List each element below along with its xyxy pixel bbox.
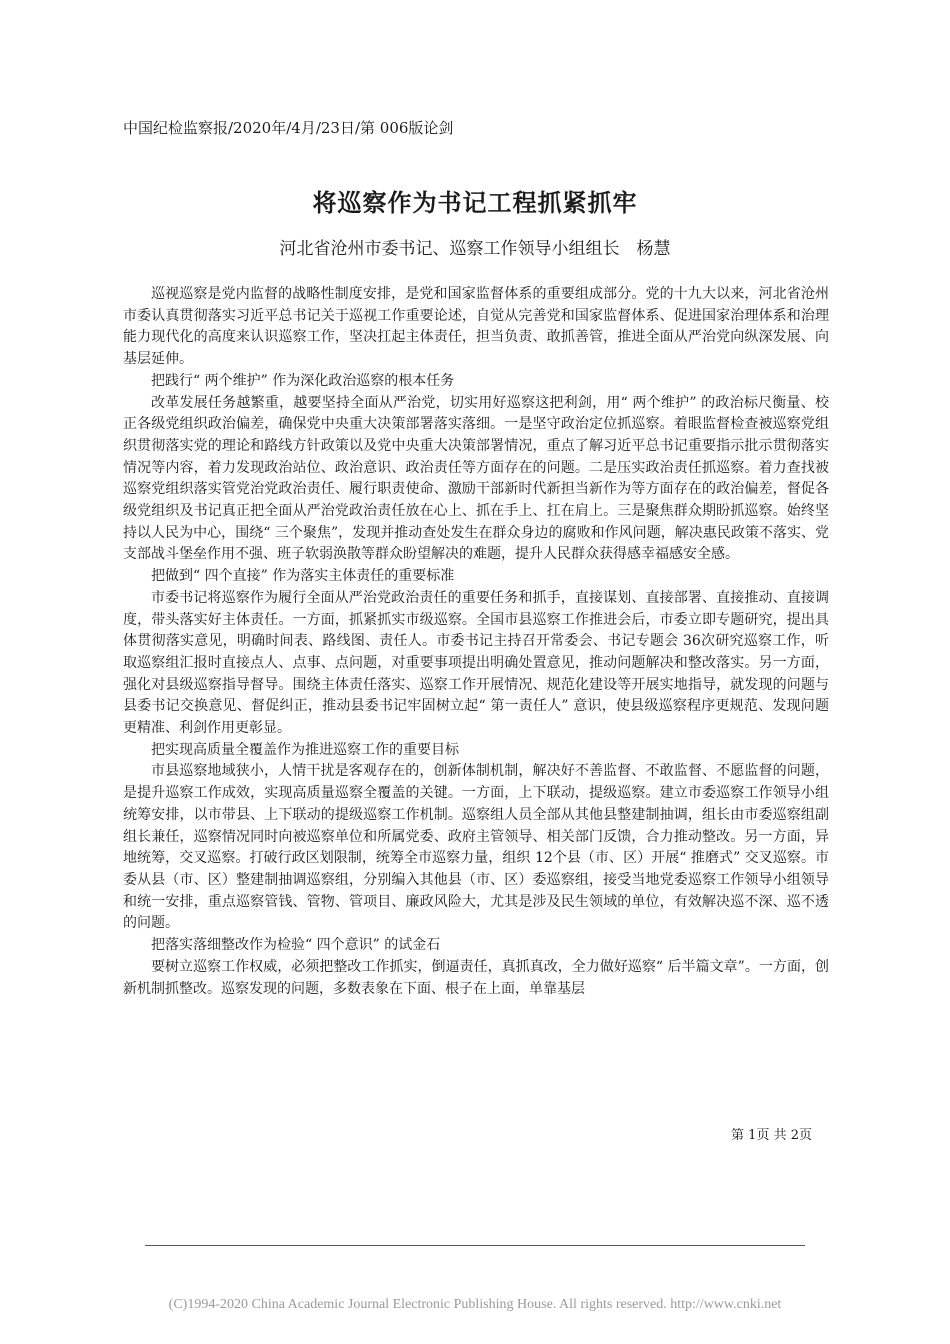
- copyright-notice: (C)1994-2020 China Academic Journal Electronic Publishing House. All rights reserved. http://www.cnki.net: [168, 1297, 782, 1312]
- publication-source: 中国纪检监察报/2020年/4月/23日/第 006版论剑: [123, 119, 454, 137]
- body-paragraph: 改革发展任务越繁重，越要坚持全面从严治党，切实用好巡察这把利剑，用“ 两个维护” 的政治标尺衡量、校正各级党组织政治偏差，确保党中央重大决策部署落实落细。一是坚守政治定位抓巡察。着眼监督检查被巡察党组织贯彻落实党的理论和路线方针政策以及党中央重大决策部署情况，重点了解习近平总书记重要指示批示贯彻落实情况等内容，着力发现政治站位、政治意识、政治责任等方面存在的问题。二是压实政治责任抓巡察。着力查找被巡察党组织落实管党治党政治责任、履行职责使命、激励干部新时代新担当新作为等方面存在的政治偏差，督促各级党组织及书记真正把全面从严治党政治责任放在心上、抓在手上、扛在肩上。三是聚焦群众期盼抓巡察。始终坚持以人民为中心，围绕“ 三个聚焦”，发现并推动查处发生在群众身边的腐败和作风问题，解决惠民政策不落实、党支部战斗堡垒作用不强、班子软弱涣散等群众盼望解决的难题，提升人民群众获得感幸福感安全感。: [123, 394, 829, 563]
- section-heading: 把落实落细整改作为检验“ 四个意识” 的试金石: [151, 937, 441, 954]
- article-body: [123, 284, 829, 1000]
- body-paragraph: 市县巡察地域狭小，人情干扰是客观存在的，创新体制机制，解决好不善监督、不敢监督、不愿监督的问题，是提升巡察工作成效，实现高质量巡察全覆盖的关键。一方面，上下联动，提级巡察。建立市委巡察工作领导小组统筹安排，以市带县、上下联动的提级巡察工作机制。巡察组人员全部从其他县整建制抽调，组长由市委巡察组副组长兼任，巡察情况同时向被巡察单位和所属党委、政府主管领导、相关部门反馈，合力推动整改。另一方面，异地统筹，交叉巡察。打破行政区划限制，统筹全市巡察力量，组织 12个县（市、区）开展“ 推磨式” 交叉巡察。市委从县（市、区）整建制抽调巡察组，分别编入其他县（市、区）委巡察组，接受当地党委巡察工作领导小组领导和统一安排，重点巡察管钱、管物、管项目、廉政风险大，尤其是涉及民生领域的单位，有效解决巡不深、巡不透的问题。: [123, 763, 829, 932]
- intro-paragraph: 巡视巡察是党内监督的战略性制度安排，是党和国家监督体系的重要组成部分。党的十九大以来，河北省沧州市委认真贯彻落实习近平总书记关于巡视工作重要论述，自觉从完善党和国家监督体系、促进国家治理体系和治理能力现代化的高度来认识巡察工作，坚决扛起主体责任，担当负责、敢抓善管，推进全面从严治党向纵深发展、向基层延伸。: [123, 286, 829, 368]
- body-paragraph: 要树立巡察工作权威，必须把整改工作抓实，倒逼责任，真抓真改，全力做好巡察“ 后半篇文章”。一方面，创新机制抓整改。巡察发现的问题，多数表象在下面、根子在上面，单靠基层: [123, 958, 829, 997]
- section-heading: 把做到“ 四个直接” 作为落实主体责任的重要标准: [151, 568, 455, 585]
- page-number: 第 1页 共 2页: [731, 1128, 812, 1143]
- footer-divider: [145, 1245, 805, 1246]
- section-heading: 把践行“ 两个维护” 作为深化政治巡察的根本任务: [151, 372, 455, 389]
- article-title: 将巡察作为书记工程抓紧抓牢: [312, 189, 638, 217]
- article-author: 河北省沧州市委书记、巡察工作领导小组组长 杨慧: [279, 239, 671, 259]
- section-heading: 把实现高质量全覆盖作为推进巡察工作的重要目标: [151, 741, 459, 758]
- body-paragraph: 市委书记将巡察作为履行全面从严治党政治责任的重要任务和抓手，直接谋划、直接部署、直接推动、直接调度，带头落实好主体责任。一方面，抓紧抓实市级巡察。全国市县巡察工作推进会后，市委立即专题研究，提出具体贯彻落实意见，明确时间表、路线图、责任人。市委书记主持召开常委会、书记专题会 36次研究巡察工作，听取巡察组汇报时直接点人、点事、点问题，对重要事项提出明确处置意见，推动问题解决和整改落实。另一方面，强化对县级巡察指导督导。围绕主体责任落实、巡察工作开展情况、规范化建设等开展实地指导，就发现的问题与县委书记交换意见、督促纠正，推动县委书记牢固树立起“ 第一责任人” 意识，使县级巡察程序更规范、发现问题更精准、利剑作用更彰显。: [123, 589, 829, 737]
